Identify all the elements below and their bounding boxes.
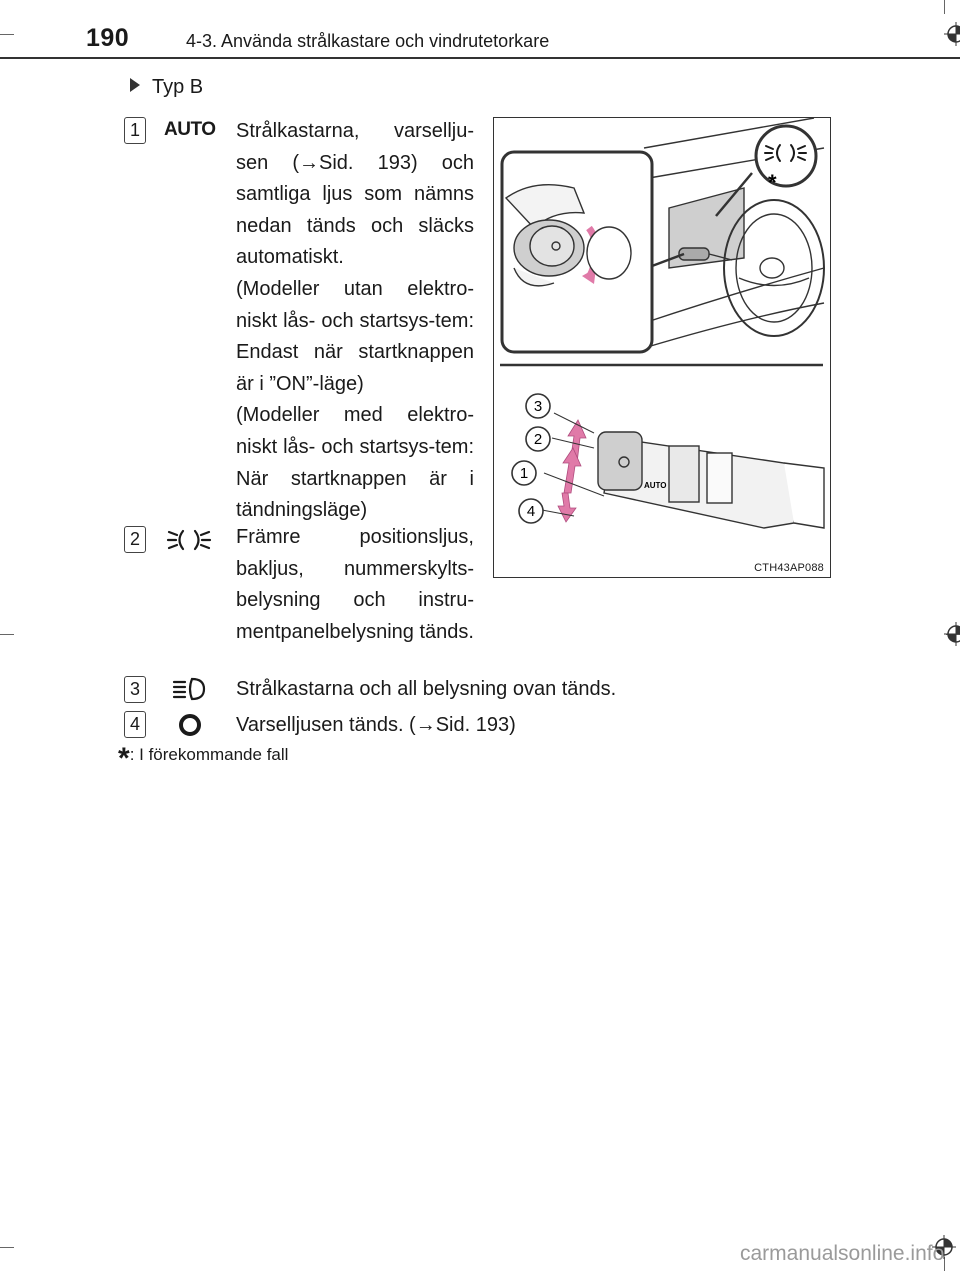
crop-mark — [0, 1247, 14, 1248]
page-header — [0, 0, 960, 58]
item-description: Strålkastarna, varsellju-sen (→Sid. 193) och samtliga ljus som nämns nedan tänds och släcks automatiskt. (Modeller utan elektro-niskt lås- och startsys-tem: Endast när startknappen är i ”ON”-läge) (Modeller med elektro-niskt lås- och startsys-tem: När startknappen är i tändningsläge) — [236, 120, 474, 522]
headlight-switch-figure — [493, 117, 831, 578]
item-number: 3 — [124, 676, 146, 703]
figure-asterisk: * — [768, 170, 777, 195]
triangle-bullet-icon — [130, 78, 140, 92]
callout-1: 1 — [519, 465, 529, 482]
footnote: *: I förekommande fall — [118, 742, 289, 775]
headlight-switch-illustration — [494, 118, 829, 576]
watermark: carmanualsonline.info — [740, 1242, 945, 1265]
item-description: Varselljusen tänds. (→Sid. 193) — [236, 714, 516, 736]
callout-3: 3 — [533, 398, 543, 415]
auto-light-icon: AUTO — [164, 119, 216, 140]
item-number: 4 — [124, 711, 146, 738]
figure-code: CTH43AP088 — [754, 562, 824, 574]
page-number: 190 — [86, 24, 130, 52]
item-number: 2 — [124, 526, 146, 553]
header-divider — [0, 57, 960, 59]
tail-light-icon — [166, 526, 212, 554]
drl-icon — [176, 711, 204, 739]
callout-4: 4 — [526, 503, 536, 520]
chapter-title: 4-3. Använda strålkastare och vindrutetorkare — [186, 31, 550, 51]
item-description: Strålkastarna och all belysning ovan tänds. — [236, 678, 617, 700]
item-description: Främre positionsljus, bakljus, nummerskylts-belysning och instru-mentpanelbelysning tänds. — [236, 526, 474, 643]
crop-mark — [0, 634, 14, 635]
section-subheading: Typ B — [130, 76, 203, 99]
item-number: 1 — [124, 117, 146, 144]
stalk-auto-label: AUTO — [644, 481, 667, 490]
callout-2: 2 — [533, 431, 543, 448]
registration-mark-icon — [944, 622, 960, 646]
headlight-high-icon — [170, 675, 210, 703]
